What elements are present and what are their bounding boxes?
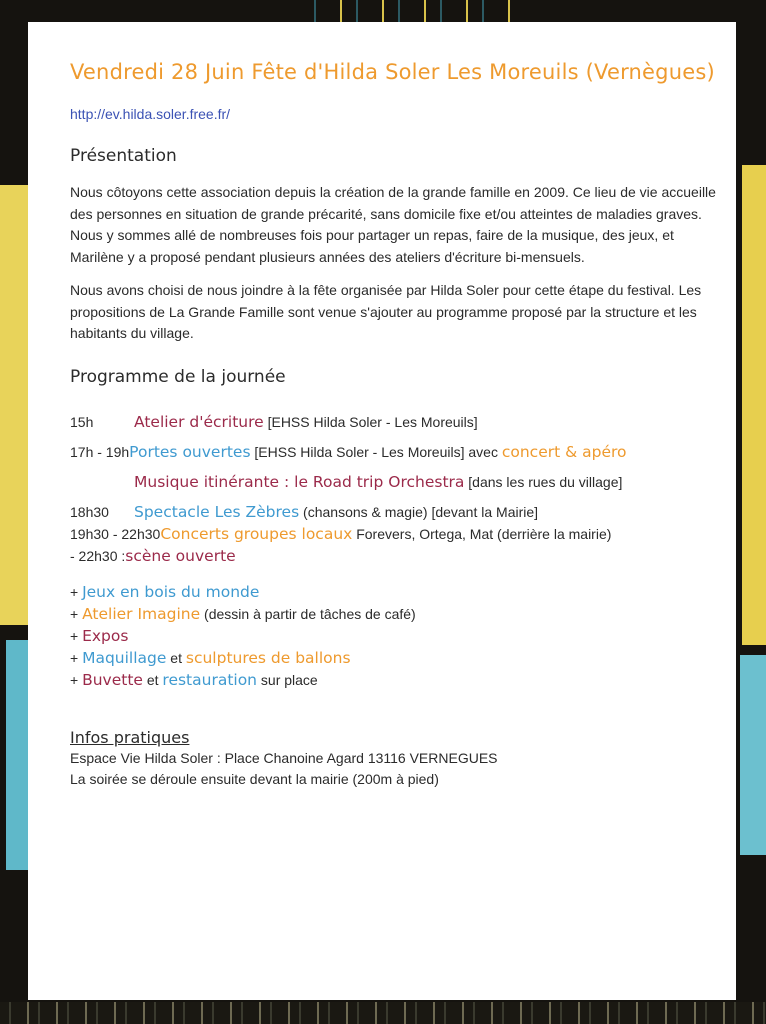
- extras-label: Atelier Imagine: [82, 604, 201, 623]
- decorative-bottom-texture: [0, 1002, 766, 1024]
- programme-time: 18h30: [70, 503, 109, 520]
- website-link[interactable]: http://ev.hilda.soler.free.fr/: [70, 106, 231, 122]
- programme-list: [70, 413, 720, 565]
- programme-line-musique: [70, 473, 720, 491]
- programme-detail: [EHSS Hilda Soler - Les Moreuils]: [263, 413, 478, 430]
- programme-detail: Forevers, Ortega, Mat (derrière la mairie): [352, 525, 612, 542]
- extras-label: sculptures de ballons: [185, 648, 351, 667]
- extras-label: Expos: [82, 626, 129, 645]
- decorative-yellow-strip-right: [742, 165, 766, 645]
- extras-list: [70, 581, 720, 691]
- programme-line-22h30: [70, 547, 720, 565]
- document-content: [70, 60, 720, 790]
- presentation-heading: Présentation: [70, 146, 177, 166]
- programme-event: concert & apéro: [501, 442, 627, 461]
- infos-note: La soirée se déroule ensuite devant la mairie (200m à pied): [70, 770, 439, 787]
- decorative-blue-strip-left: [6, 640, 28, 870]
- extras-item-jeux: + Jeux en bois du monde: [70, 582, 260, 601]
- programme-detail: [dans les rues du village]: [464, 473, 623, 490]
- programme-detail: (chansons & magie) [devant la Mairie]: [299, 503, 539, 520]
- programme-event: Spectacle Les Zèbres: [134, 502, 300, 521]
- programme-time: 19h30 - 22h30: [70, 525, 161, 542]
- programme-event: Atelier d'écriture: [134, 412, 264, 431]
- programme-time: - 22h30 :: [70, 547, 126, 564]
- programme-line-15h: [70, 413, 720, 431]
- programme-event: Portes ouvertes: [129, 442, 251, 461]
- decorative-top-texture: [300, 0, 520, 22]
- infos-heading: Infos pratiques: [70, 727, 190, 747]
- decorative-blue-strip-right: [740, 655, 766, 855]
- extras-item-atelier: + Atelier Imagine (dessin à partir de tâches de café): [70, 604, 416, 623]
- programme-event: Concerts groupes locaux: [160, 524, 353, 543]
- infos-address: Espace Vie Hilda Soler : Place Chanoine Agard 13116 VERNEGUES: [70, 749, 498, 766]
- programme-line-17h: [70, 443, 720, 461]
- extras-label: Jeux en bois du monde: [82, 582, 260, 601]
- presentation-paragraph-2: Nous avons choisi de nous joindre à la fête organisée par Hilda Soler pour cette étape du festival. Les propositions de La Grande Famille sont venue s'ajouter au programme proposé par la structure et les habitants du village.: [70, 282, 702, 341]
- infos-section: [70, 727, 720, 790]
- programme-event: scène ouverte: [125, 546, 236, 565]
- programme-detail: [EHSS Hilda Soler - Les Moreuils] avec: [250, 443, 502, 460]
- programme-time: 17h - 19h: [70, 443, 130, 460]
- programme-heading: Programme de la journée: [70, 366, 286, 387]
- decorative-yellow-strip-left: [0, 185, 28, 625]
- document-page: [28, 22, 736, 1000]
- extras-label: Maquillage: [82, 648, 167, 667]
- extras-item-maquillage: + Maquillage et sculptures de ballons: [70, 648, 351, 667]
- programme-time: 15h: [70, 413, 94, 430]
- page-title: Vendredi 28 Juin Fête d'Hilda Soler Les Moreuils (Vernègues): [70, 60, 715, 84]
- presentation-paragraph-1: Nous côtoyons cette association depuis la création de la grande famille en 2009. Ce lieu de vie accueille des personnes en situation de grande précarité, sans domicile fixe et/ou atteintes de maladies graves. Nous y sommes allé de nombreuses fois pour partager un repas, faire de la musique, des jeux, et Marilène y a proposé pendant plusieurs années des ateliers d'écriture bi-mensuels.: [70, 184, 716, 265]
- extras-label: Buvette: [82, 670, 143, 689]
- programme-event: Musique itinérante : le Road trip Orchestra: [134, 472, 465, 491]
- programme-line-19h30: [70, 525, 720, 543]
- programme-line-18h30: [70, 503, 720, 521]
- extras-item-expos: + Expos: [70, 626, 129, 645]
- extras-label: restauration: [162, 670, 258, 689]
- extras-item-buvette: + Buvette et restauration sur place: [70, 670, 318, 689]
